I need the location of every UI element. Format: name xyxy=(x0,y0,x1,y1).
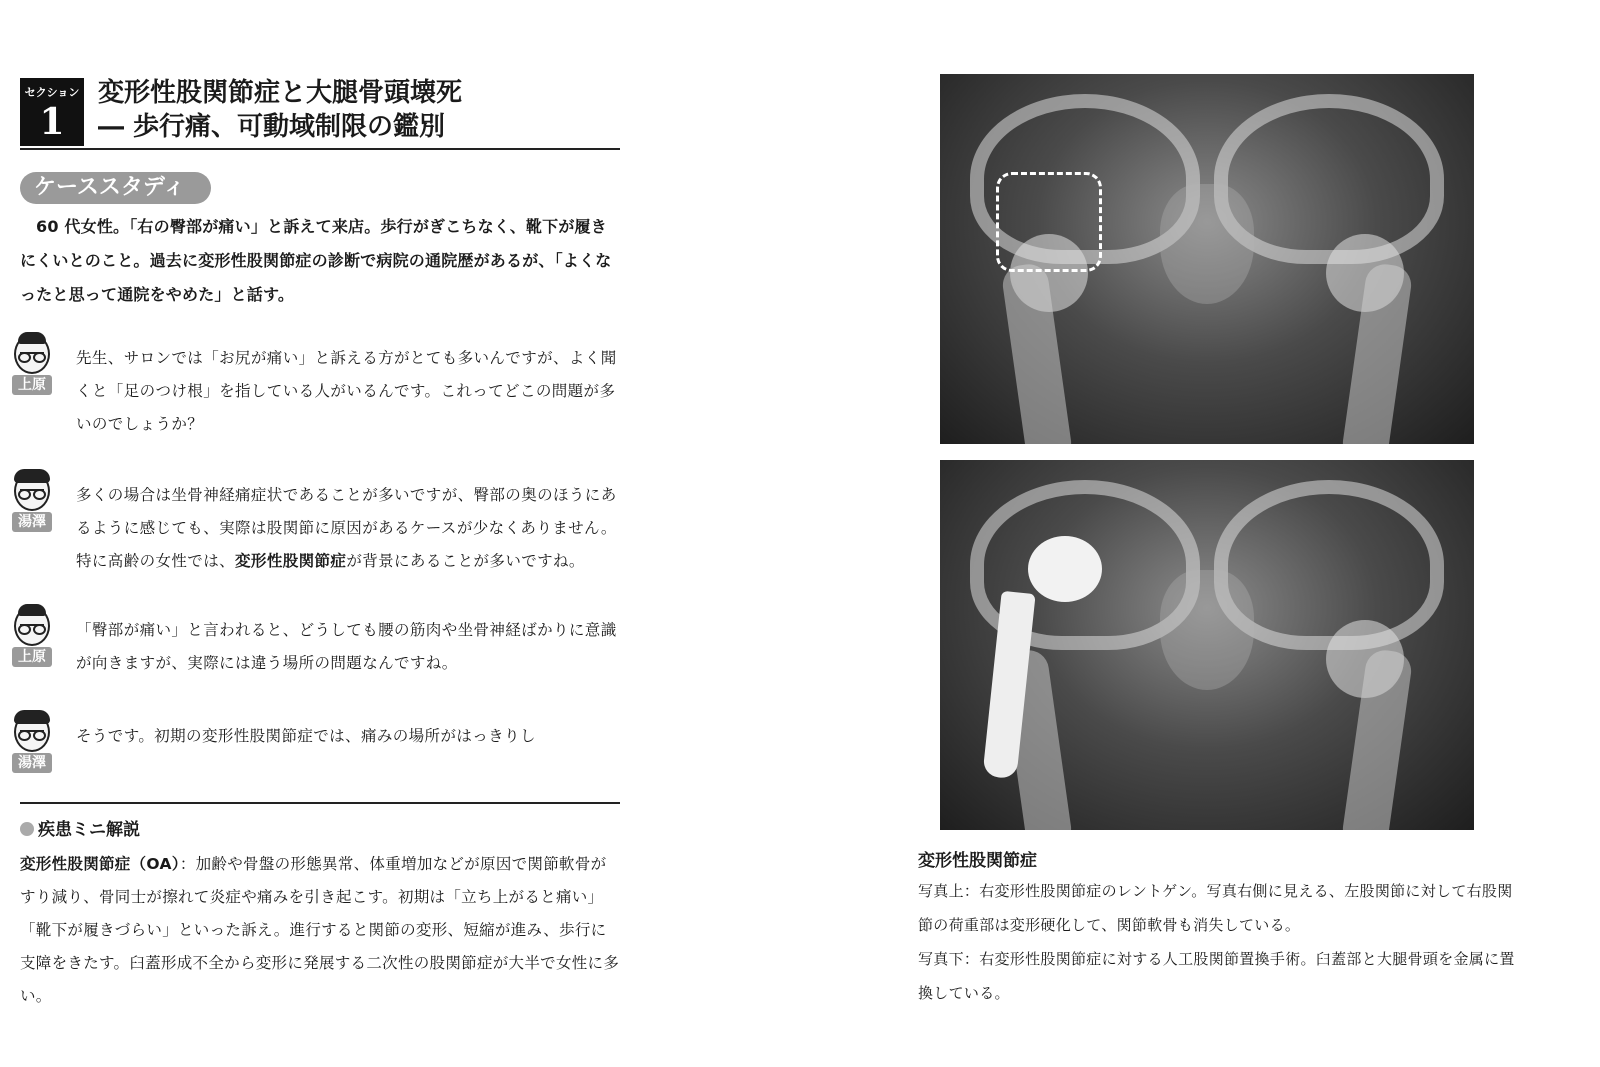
disease-term: 変形性股関節症（OA） xyxy=(20,855,180,873)
section-label: セクション xyxy=(24,86,80,99)
figure-caption-title: 変形性股関節症 xyxy=(918,851,1037,871)
speech-text: そうです。初期の変形性股関節症では、痛みの場所がはっきりし xyxy=(76,727,536,745)
figure-caption-bottom: 写真下：右変形性股関節症に対する人工股関節置換手術。臼蓋部と大腿骨頭を金属に置換している。 xyxy=(918,950,1515,1002)
speech-text-part: が背景にあることが多いですね。 xyxy=(346,552,585,570)
xray-image-preop xyxy=(940,74,1474,444)
figure-caption-top: 写真上：右変形性股関節症のレントゲン。写真右側に見える、左股関節に対して右股関節の荷重部は変形硬化して、関節軟骨も消失している。 xyxy=(918,882,1513,934)
speaker-name: 湯澤 xyxy=(12,512,52,532)
title-line-1: 変形性股関節症と大腿骨頭壊死 xyxy=(98,78,463,108)
avatar-uehara xyxy=(4,606,60,667)
dialog-item xyxy=(20,479,620,578)
section-badge xyxy=(20,78,84,146)
person-icon xyxy=(14,334,50,374)
dialog-item xyxy=(20,342,620,441)
title-line-2: ― 歩行痛、可動域制限の鑑別 xyxy=(98,112,446,142)
speech-text: 先生、サロンでは「お尻が痛い」と訴える方がとても多いんですが、よく聞くと「足のつけ根」を指している人がいるんです。これってどこの問題が多いのでしょうか？ xyxy=(76,349,617,433)
right-page xyxy=(918,74,1520,1010)
section-header xyxy=(20,76,620,150)
avatar-uehara xyxy=(4,334,60,395)
xray-image-postop xyxy=(940,460,1474,830)
section-number: 1 xyxy=(39,101,65,143)
person-icon xyxy=(14,712,50,752)
speech-text-part: 多くの場合は坐骨神経痛症状であることが多いですが、臀部の奥のほうにあるように感じても、実際は股関節に原因があるケースが少なくありません。特に高齢の女性では、 xyxy=(76,486,617,570)
mini-explanation-heading xyxy=(20,816,620,844)
bullet-dot-icon xyxy=(20,822,34,836)
highlight-box xyxy=(996,172,1102,272)
case-study-tag: ケーススタディ xyxy=(20,172,211,204)
dialog-item xyxy=(20,614,620,684)
dialog-item xyxy=(20,720,620,790)
speaker-name: 上原 xyxy=(12,647,52,667)
page-title xyxy=(98,76,462,144)
speech-text xyxy=(76,479,620,578)
speaker-name: 湯澤 xyxy=(12,753,52,773)
person-icon xyxy=(14,471,50,511)
case-study-text: 60 代女性。「右の臀部が痛い」と訴えて来店。歩行がぎこちなく、靴下が履きにくいとのこと。過去に変形性股関節症の診断で病院の通院歴があるが、「よくなったと思って通院をやめた」と話す。 xyxy=(20,217,612,304)
left-page xyxy=(20,76,620,1013)
divider xyxy=(20,802,620,804)
avatar-yuzawa xyxy=(4,712,60,773)
speech-text: 「臀部が痛い」と言われると、どうしても腰の筋肉や坐骨神経ばかりに意識が向きますが、実際には違う場所の問題なんですね。 xyxy=(76,621,617,672)
speaker-name: 上原 xyxy=(12,375,52,395)
person-icon xyxy=(14,606,50,646)
disease-description: ：加齢や骨盤の形態異常、体重増加などが原因で関節軟骨がすり減り、骨同士が擦れて炎症や痛みを引き起こす。初期は「立ち上がると痛い」「靴下が履きづらい」といった訴え。進行すると関節の変形、短縮が進み、歩行に支障をきたす。臼蓋形成不全から変形に発展する二次性の股関節症が大半で女性に多い。 xyxy=(20,855,620,1005)
implant-cup xyxy=(1028,536,1102,602)
avatar-yuzawa xyxy=(4,471,60,532)
speech-highlight-term: 変形性股関節症 xyxy=(235,552,347,570)
mini-explanation-body xyxy=(20,848,620,1013)
mini-explanation-title: 疾患ミニ解説 xyxy=(38,820,140,840)
